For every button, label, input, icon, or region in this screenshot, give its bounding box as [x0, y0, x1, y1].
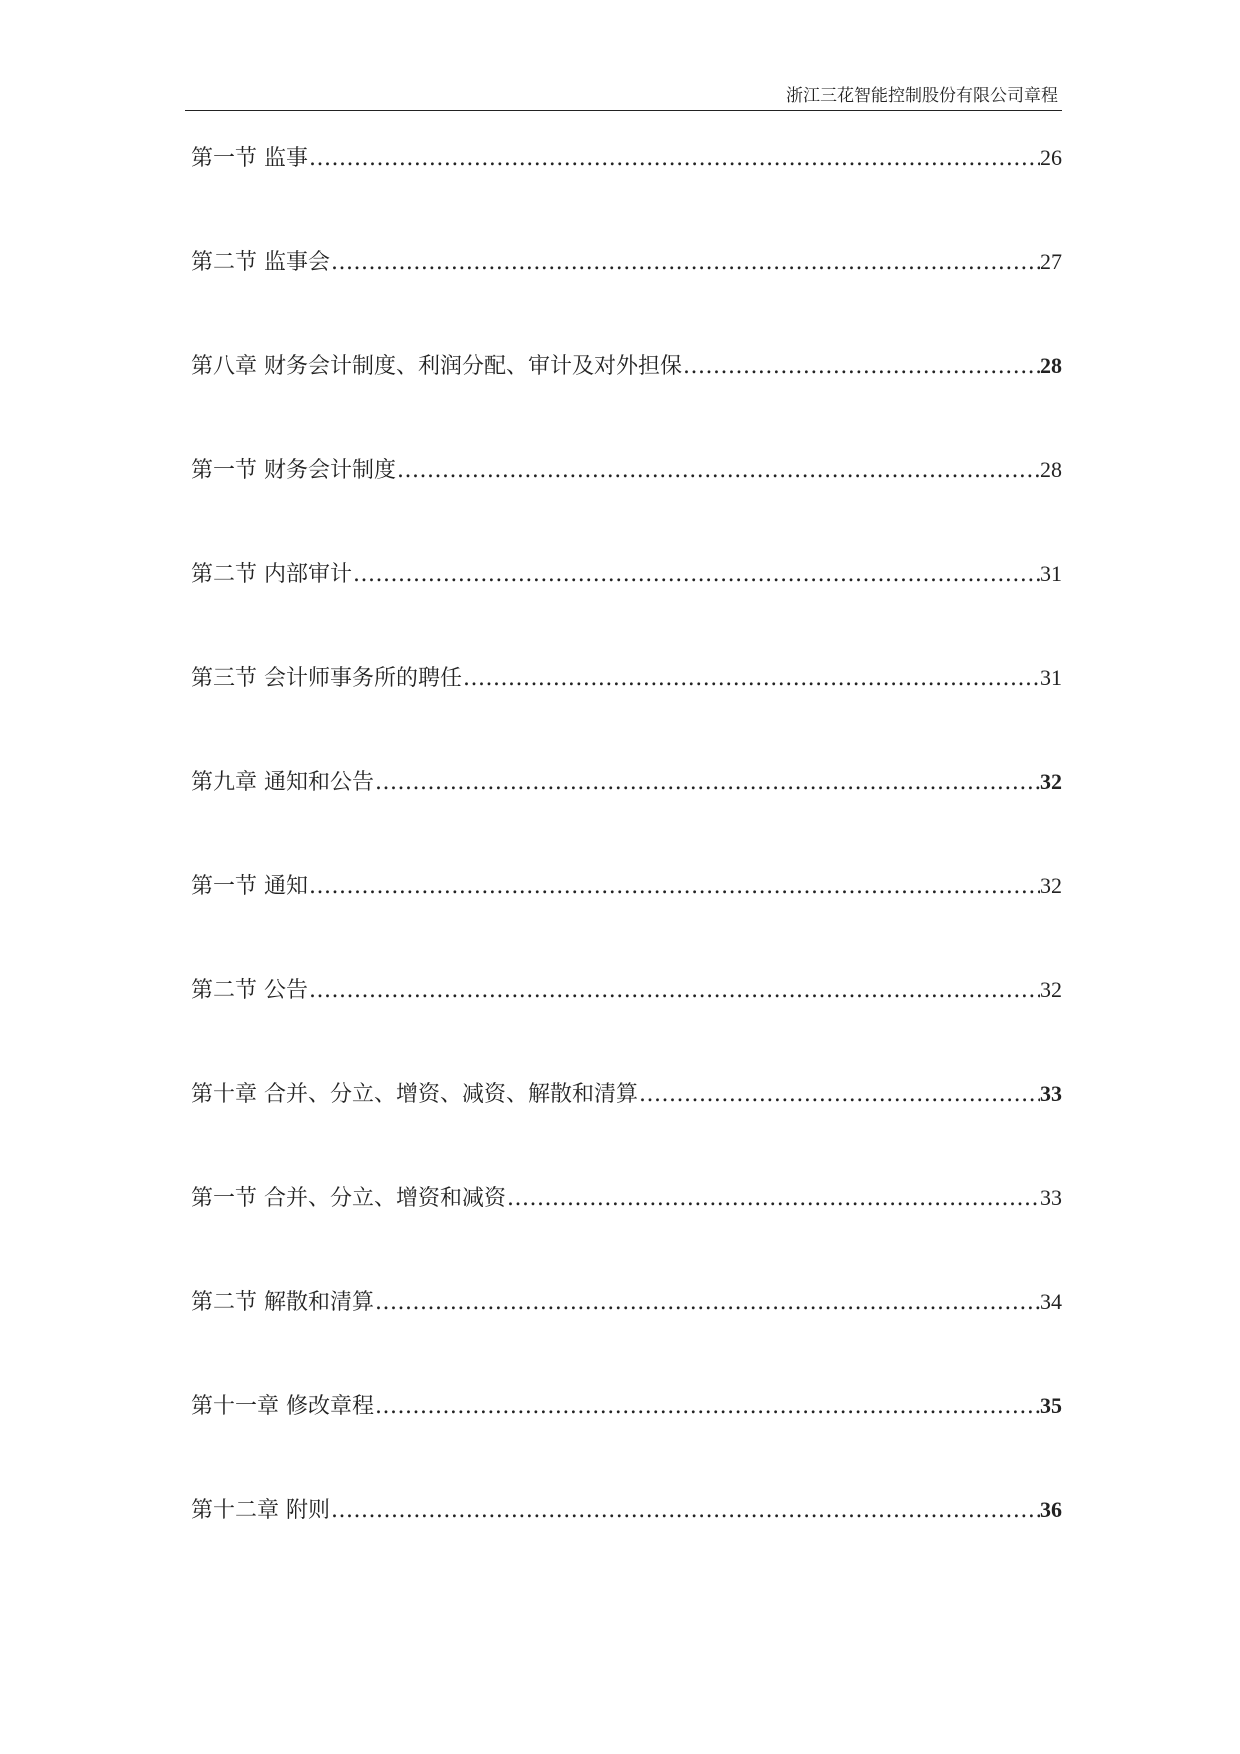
- toc-page-number: 26: [1040, 145, 1062, 170]
- toc-entry-chapter-9[interactable]: [191, 764, 1062, 800]
- toc-entry-label: 第二节 内部审计: [191, 562, 352, 587]
- toc-page-number: 28: [1040, 457, 1062, 482]
- page-header: [185, 86, 1062, 111]
- dot-leader: [309, 141, 1040, 177]
- toc-entry-announcements[interactable]: [191, 972, 1062, 1008]
- toc-page-number: 32: [1040, 977, 1062, 1002]
- toc-entry-label: 第二节 公告: [191, 978, 308, 1003]
- toc-entry-accounting-firm[interactable]: [191, 660, 1062, 696]
- toc-entry-supervisory-board[interactable]: [191, 244, 1062, 280]
- toc-page-number: 32: [1040, 769, 1062, 794]
- toc-entry-chapter-10[interactable]: [191, 1076, 1062, 1112]
- toc-entry-label: 第九章 通知和公告: [191, 770, 374, 795]
- toc-page-number: 31: [1040, 561, 1062, 586]
- dot-leader: [507, 1181, 1040, 1217]
- toc-entry-label: 第二节 监事会: [191, 250, 330, 275]
- toc-entry-label: 第十章 合并、分立、增资、减资、解散和清算: [191, 1082, 638, 1107]
- dot-leader: [683, 349, 1040, 385]
- dot-leader: [331, 1493, 1040, 1529]
- toc-entry-label: 第十一章 修改章程: [191, 1394, 374, 1419]
- dot-leader: [309, 869, 1040, 905]
- toc-entry-accounting-system[interactable]: [191, 452, 1062, 488]
- toc-page-number: 27: [1040, 249, 1062, 274]
- toc-entry-chapter-11[interactable]: [191, 1388, 1062, 1424]
- toc-entry-label: 第二节 解散和清算: [191, 1290, 374, 1315]
- toc-entry-label: 第一节 合并、分立、增资和减资: [191, 1186, 506, 1211]
- toc-page-number: 31: [1040, 665, 1062, 690]
- toc-entry-label: 第三节 会计师事务所的聘任: [191, 666, 462, 691]
- toc-entry-chapter-8[interactable]: [191, 348, 1062, 384]
- dot-leader: [331, 245, 1040, 281]
- dot-leader: [375, 1389, 1040, 1425]
- toc-entry-notices[interactable]: [191, 868, 1062, 904]
- toc-page-number: 35: [1040, 1393, 1062, 1418]
- dot-leader: [463, 661, 1040, 697]
- toc-entry-merger-division[interactable]: [191, 1180, 1062, 1216]
- toc-entry-label: 第十二章 附则: [191, 1498, 330, 1523]
- toc-page-number: 28: [1040, 353, 1062, 378]
- dot-leader: [397, 453, 1040, 489]
- toc-entry-label: 第一节 通知: [191, 874, 308, 899]
- toc-entry-label: 第一节 监事: [191, 146, 308, 171]
- header-title: 浙江三花智能控制股份有限公司章程: [786, 86, 1058, 106]
- dot-leader: [353, 557, 1040, 593]
- dot-leader: [639, 1077, 1040, 1113]
- toc-page-number: 33: [1040, 1185, 1062, 1210]
- toc-entry-chapter-12[interactable]: [191, 1492, 1062, 1528]
- toc-page-number: 33: [1040, 1081, 1062, 1106]
- toc-page-number: 34: [1040, 1289, 1062, 1314]
- dot-leader: [375, 1285, 1040, 1321]
- toc-entry-internal-audit[interactable]: [191, 556, 1062, 592]
- toc-page-number: 32: [1040, 873, 1062, 898]
- dot-leader: [375, 765, 1040, 801]
- toc-entry-dissolution-liquidation[interactable]: [191, 1284, 1062, 1320]
- toc-page-number: 36: [1040, 1497, 1062, 1522]
- dot-leader: [309, 973, 1040, 1009]
- toc-entry-label: 第八章 财务会计制度、利润分配、审计及对外担保: [191, 354, 682, 379]
- toc-entry-label: 第一节 财务会计制度: [191, 458, 396, 483]
- toc-entry-supervisors[interactable]: [191, 140, 1062, 176]
